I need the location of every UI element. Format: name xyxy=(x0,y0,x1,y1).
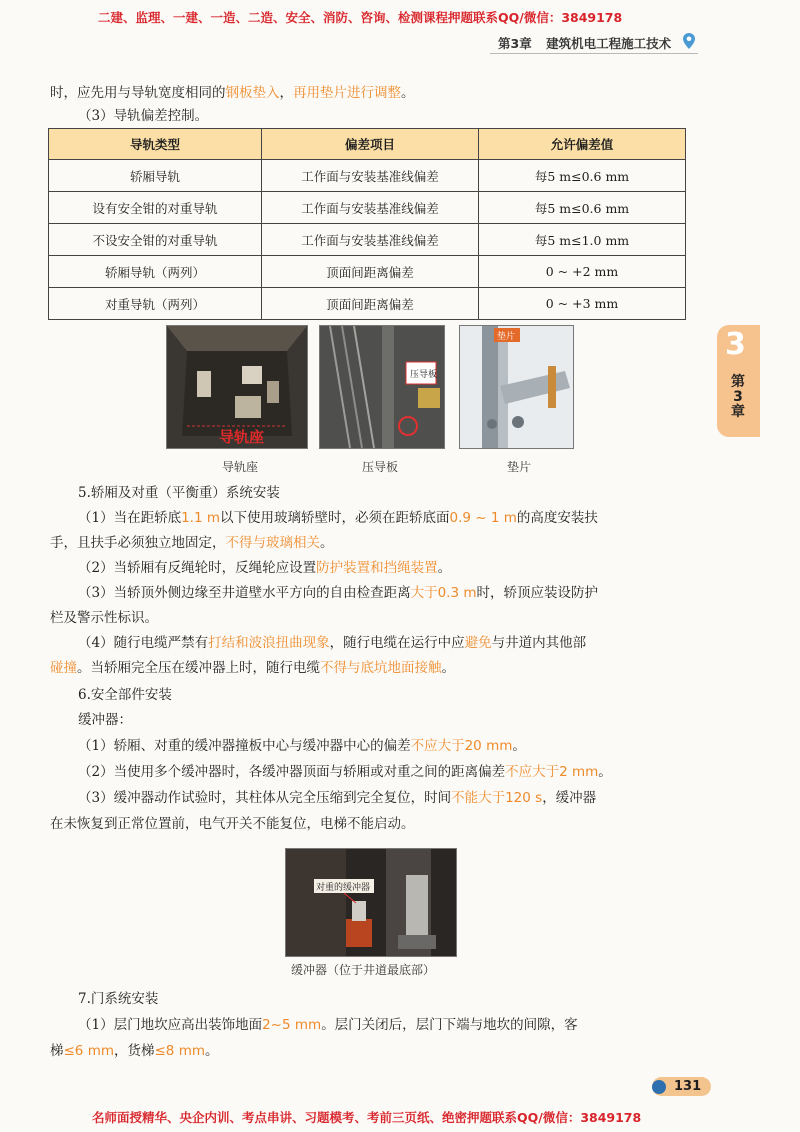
guide-deviation-heading: （3）导轨偏差控制。 xyxy=(78,108,209,124)
section-5-item-1: （1）当在距轿底1.1 m以下使用玻璃轿壁时，必须在距轿底面0.9 ~ 1 m的高度安装扶 xyxy=(78,510,598,526)
table-row xyxy=(49,256,686,288)
chapter-tab-digit: 3 xyxy=(725,327,746,362)
table-cell: 每5 m≤0.6 mm xyxy=(479,160,686,192)
table-header-cell: 偏差项目 xyxy=(262,129,479,160)
section-5-heading: 5.轿厢及对重（平衡重）系统安装 xyxy=(78,485,280,501)
table-cell: 每5 m≤0.6 mm xyxy=(479,192,686,224)
table-header-cell: 导轨类型 xyxy=(49,129,262,160)
photo-label: 压导板 xyxy=(410,370,438,380)
table-cell: 顶面间距离偏差 xyxy=(262,288,479,320)
section-6-subheading: 缓冲器： xyxy=(78,712,132,728)
section-7-item-1-cont: 梯≤6 mm，货梯≤8 mm。 xyxy=(50,1043,219,1059)
header-title: 建筑机电工程施工技术 xyxy=(546,36,672,51)
section-6-item-1: （1）轿厢、对重的缓冲器撞板中心与缓冲器中心的偏差不应大于20 mm。 xyxy=(78,738,526,754)
section-5-item-2: （2）当轿厢有反绳轮时，反绳轮应设置防护装置和挡绳装置。 xyxy=(78,560,452,576)
bottom-ad-banner: 名师面授精华、央企内训、考点串讲、习题模考、考前三页纸、绝密押题联系QQ/微信：3849178 xyxy=(92,1110,642,1125)
photo-buffer xyxy=(285,848,457,957)
page-number: 131 xyxy=(652,1077,711,1096)
section-7-heading: 7.门系统安装 xyxy=(78,991,159,1007)
running-header xyxy=(498,34,671,52)
table-cell: 轿厢导轨 xyxy=(49,160,262,192)
para-guide-end: 时，应先用与导轨宽度相同的钢板垫入，再用垫片进行调整。 xyxy=(50,85,415,101)
section-6-item-3: （3）缓冲器动作试验时，其柱体从完全压缩到完全复位，时间不能大于120 s，缓冲器 xyxy=(78,790,597,806)
top-ad-banner: 二建、监理、一建、一造、二造、安全、消防、咨询、检测课程押题联系QQ/微信：3849178 xyxy=(98,10,623,25)
table-cell: 工作面与安装基准线偏差 xyxy=(262,192,479,224)
section-7-item-1: （1）层门地坎应高出装饰地面2~5 mm。层门关闭后，层门下端与地坎的间隙，客 xyxy=(78,1017,578,1033)
table-cell: 0 ~ +2 mm xyxy=(479,256,686,288)
section-6-item-2: （2）当使用多个缓冲器时，各缓冲器顶面与轿厢或对重之间的距离偏差不应大于2 mm。 xyxy=(78,764,612,780)
table-row xyxy=(49,192,686,224)
table-cell: 工作面与安装基准线偏差 xyxy=(262,160,479,192)
photo-caption: 缓冲器（位于井道最底部） xyxy=(291,963,436,977)
table-row xyxy=(49,160,686,192)
table-cell: 轿厢导轨（两列） xyxy=(49,256,262,288)
table-header-row xyxy=(49,129,686,160)
location-pin-icon xyxy=(683,33,695,49)
photo-caption: 垫片 xyxy=(507,460,532,474)
chapter-tab-label: 第 3 章 xyxy=(731,374,745,420)
table-cell: 每5 m≤1.0 mm xyxy=(479,224,686,256)
table-row xyxy=(49,224,686,256)
section-5-item-3: （3）当轿顶外侧边缘至井道壁水平方向的自由检查距离大于0.3 m时，轿顶应装设防护 xyxy=(78,585,599,601)
table-header-cell: 允许偏差值 xyxy=(479,129,686,160)
photo-label: 导轨座 xyxy=(219,428,265,446)
photo-rail-clamp-plate xyxy=(319,325,445,449)
header-chapter: 第3章 xyxy=(498,36,532,51)
photo-guide-rail-base xyxy=(166,325,308,449)
photo-shim xyxy=(459,325,574,449)
header-rule xyxy=(490,53,698,54)
section-6-heading: 6.安全部件安装 xyxy=(78,687,172,703)
photo-label: 对重的缓冲器 xyxy=(316,883,371,893)
table-cell: 工作面与安装基准线偏差 xyxy=(262,224,479,256)
table-cell: 对重导轨（两列） xyxy=(49,288,262,320)
table-cell: 顶面间距离偏差 xyxy=(262,256,479,288)
page-marker-icon xyxy=(652,1080,666,1094)
photo-label: 垫片 xyxy=(497,332,516,342)
table-cell: 不设安全钳的对重导轨 xyxy=(49,224,262,256)
section-5-item-4-cont: 碰撞。当轿厢完全压在缓冲器上时，随行电缆不得与底坑地面接触。 xyxy=(50,660,455,676)
table-cell: 0 ~ +3 mm xyxy=(479,288,686,320)
photo-caption: 导轨座 xyxy=(222,460,259,474)
table-row xyxy=(49,288,686,320)
section-6-item-3-cont: 在未恢复到正常位置前，电气开关不能复位，电梯不能启动。 xyxy=(50,816,415,832)
table-cell: 设有安全钳的对重导轨 xyxy=(49,192,262,224)
section-5-item-3-cont: 栏及警示性标识。 xyxy=(50,610,158,626)
section-5-item-1-cont: 手，且扶手必须独立地固定，不得与玻璃相关。 xyxy=(50,535,334,551)
section-5-item-4: （4）随行电缆严禁有打结和波浪扭曲现象，随行电缆在运行中应避免与井道内其他部 xyxy=(78,635,587,651)
guide-deviation-table xyxy=(48,128,686,320)
photo-caption: 压导板 xyxy=(362,460,399,474)
